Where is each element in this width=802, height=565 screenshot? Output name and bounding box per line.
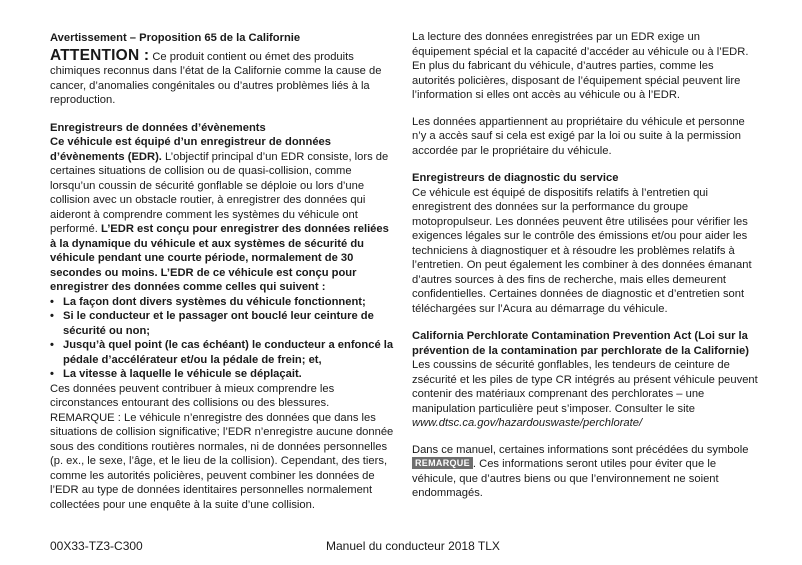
spacer: [50, 108, 394, 120]
remark-intro: Dans ce manuel, certaines informations sont précédées du symbole: [412, 443, 749, 456]
spacer: [412, 316, 758, 328]
spacer: [412, 158, 758, 170]
left-column: [50, 30, 394, 512]
diagnostic-paragraph: Ce véhicule est équipé de dispositifs relatifs à l’entretien qui enregistrent des données sur la performance du groupe motopropulseur. Les données peuvent être utilisées pour vérifier les exigences légales sur le contrôle des émissions et/ou pour aider les techniciens à diagnostiquer et à résoudre les problèmes relatifs à l’entretien. On peut également les combiner à des données émanant d’autres sources à des fins de recherche, mais elles demeurent confidentielles. Certaines données de diagnostic et d’entretien sont téléchargées sur l’Acura au démarrage du véhicule.: [412, 186, 752, 315]
perchlorate-url-link[interactable]: www.dtsc.ca.gov/hazardouswaste/perchlorate/: [412, 417, 643, 429]
remark-text: . Ces informations seront utiles pour éviter que le véhicule, que d’autres biens ou que l’environnement ne soient endommagés.: [412, 458, 719, 499]
edr-paragraph-2: Ces données peuvent contribuer à mieux comprendre les circonstances entourant des collisions ou des blessures. REMARQUE : Le véhicule n’enregistre des données que dans les situations de collision significative; l’EDR n’enregistre aucune donnée sous des conditions routières normales, ni de données personnelles (p. ex., le sexe, l’âge, et le lieu de la collision). Cependant, des tiers, comme les autorités policières, peuvent combiner les données de l’EDR au type de données identitaires personnelles normalement collectées pour une enquête à la suite d’une collision.: [50, 382, 394, 511]
list-item: • La façon dont divers systèmes du véhicule fonctionnent;: [50, 295, 366, 308]
footer-code: 00X33-TZ3-C300: [50, 539, 143, 553]
attention-text: Ce produit contient ou émet des produits chimiques reconnus dans l’état de la Californie comme la cause de cancer, d’anomalies congénitales ou d’autres problèmes liés à la reproduction.: [50, 50, 382, 106]
edr-ownership-paragraph: Les données appartiennent au propriétaire du véhicule et personne n’y a accès sauf si cela est exigé par la loi ou suite à la permission accordée par le propriétaire du véhicule.: [412, 115, 745, 157]
spacer: [412, 431, 758, 443]
footer-title: Manuel du conducteur 2018 TLX: [326, 539, 500, 553]
edr-heading: Enregistreurs de données d’évènements: [50, 121, 266, 134]
edr-bold-intro: Ce véhicule est équipé d’un enregistreur de données d’évènements (EDR).: [50, 136, 332, 163]
perchlorate-paragraph: Les coussins de sécurité gonflables, les tendeurs de ceinture de zsécurité et les piles de type CR intégrés au présent véhicule peuvent contenir des matériaux comprenant des perchlorates – une manipulation particulière peut s’imposer. Consulter le site: [412, 359, 758, 415]
attention-label: ATTENTION :: [50, 46, 150, 64]
remark-badge: REMARQUE: [412, 457, 473, 469]
attention-paragraph: [50, 46, 394, 108]
list-item: • Jusqu’à quel point (le cas échéant) le conducteur a enfoncé la pédale d’accélérateur et/ou la pédale de frein; et,: [50, 339, 394, 366]
edr-bullet-list: [50, 295, 394, 382]
diagnostic-heading: Enregistreurs de diagnostic du service: [412, 172, 619, 184]
perchlorate-heading: California Perchlorate Contamination Prevention Act (Loi sur la prévention de la contamination par perchlorate de la Californie): [412, 330, 749, 357]
edr-text: L’objectif principal d’un EDR consiste, lors de certaines situations de collision ou de quasi-collision, comme lorsqu’un coussin de sécurité gonflable se déploie ou lors d’une collision avec un obstacle routier, à enregistrer des données qui aideront à comprendre comment les systèmes du véhicule ont performé.: [50, 150, 389, 235]
edr-reading-paragraph: La lecture des données enregistrées par un EDR exige un équipement spécial et la capacité d’accéder au véhicule ou à l’EDR. En plus du fabricant du véhicule, d’autres parties, comme les autorités policières, disposant de l’équipement spécial peuvent lire l’information si elles ont accès au véhicule ou à l’EDR.: [412, 31, 749, 101]
edr-bold-conception: L’EDR est conçu pour enregistrer des données reliées à la dynamique du véhicule et aux systèmes de sécurité du véhicule pendant une courte période, normalement de 30 secondes ou moins. L’EDR de ce véhicule est conçu pour enregistrer des données comme celles qui suivent :: [50, 223, 389, 293]
spacer: [412, 103, 758, 115]
list-item: • La vitesse à laquelle le véhicule se déplaçait.: [50, 368, 302, 380]
remark-paragraph: [412, 443, 758, 501]
list-item: • Si le conducteur et le passager ont bouclé leur ceinture de sécurité ou non;: [50, 310, 374, 337]
right-column: [412, 30, 758, 501]
edr-paragraph: [50, 135, 394, 295]
prop65-heading: Avertissement – Proposition 65 de la Californie: [50, 32, 301, 44]
